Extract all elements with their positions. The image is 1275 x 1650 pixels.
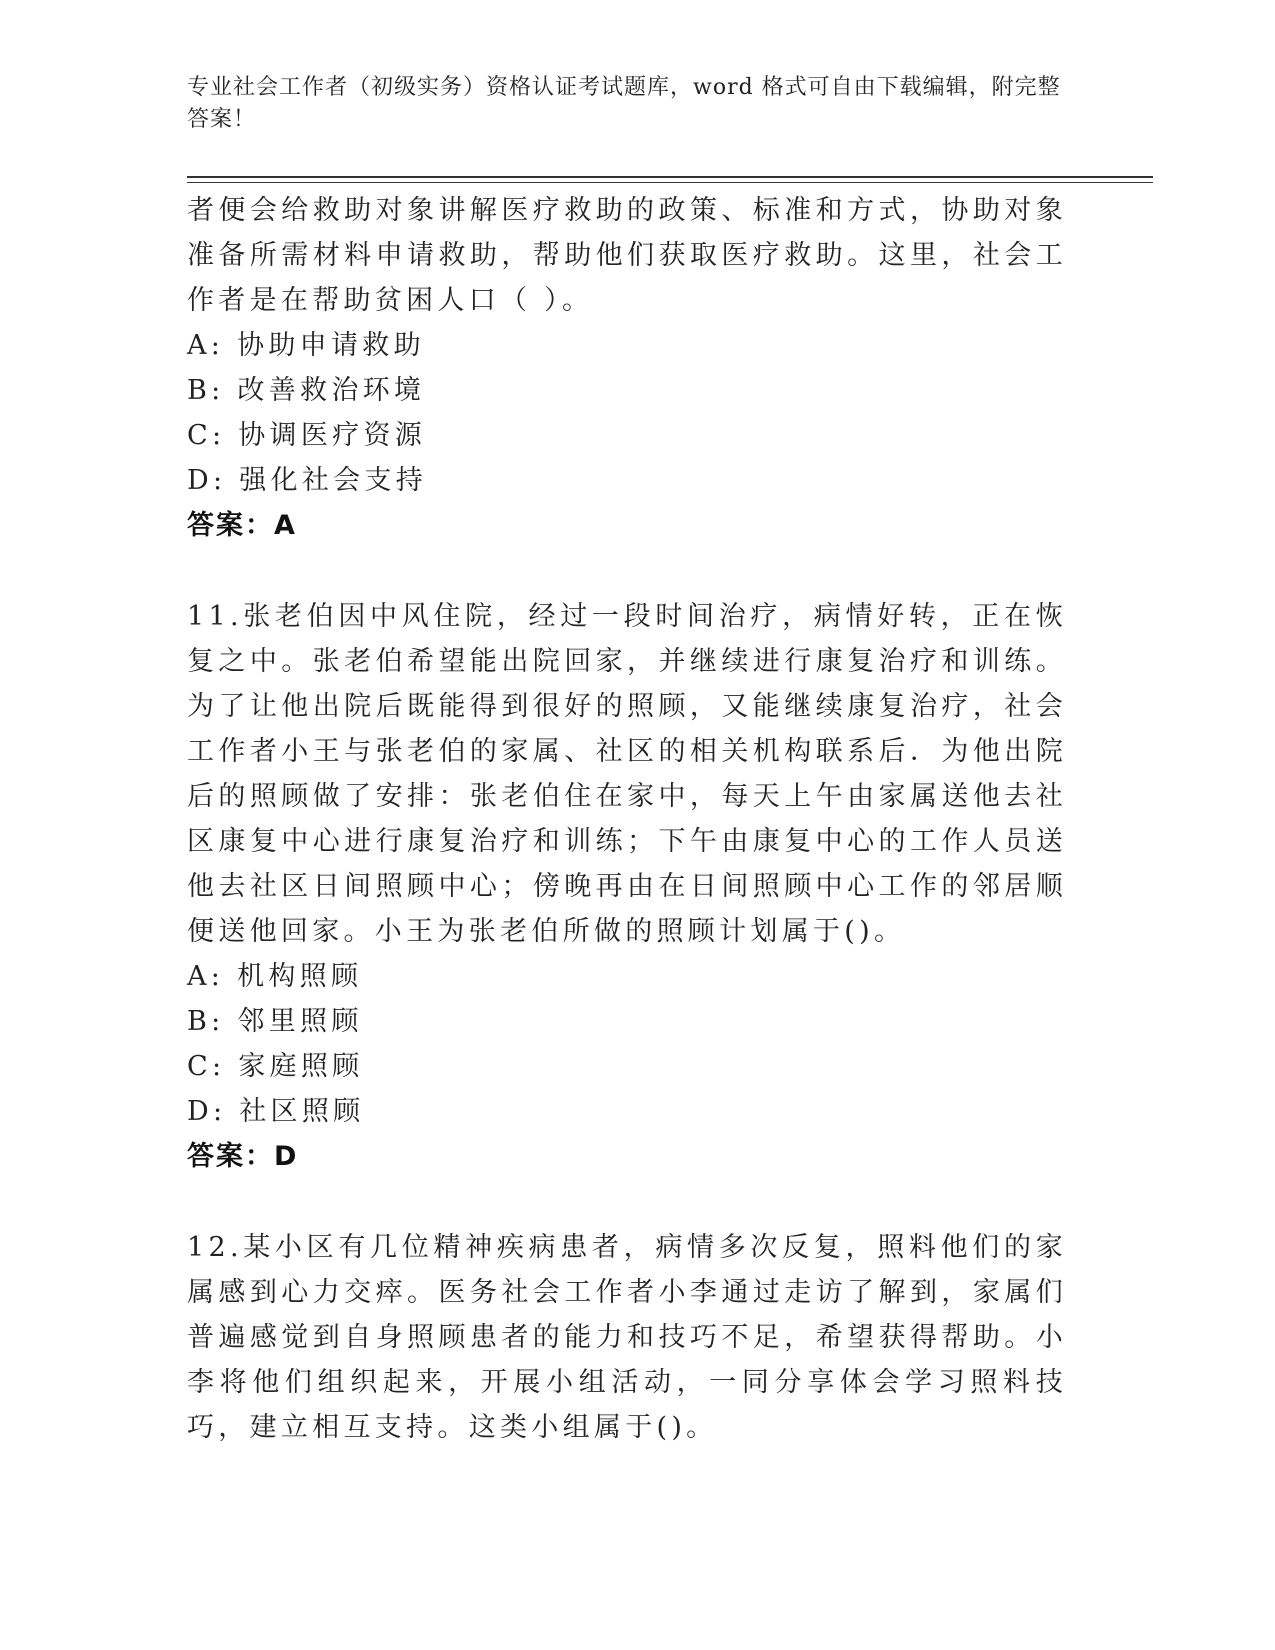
header-divider-thin bbox=[187, 182, 1153, 183]
option-d: D: 社区照顾 bbox=[187, 1096, 365, 1127]
question-block bbox=[187, 1225, 1067, 1450]
option-a: A: 机构照顾 bbox=[187, 961, 363, 992]
spacer bbox=[187, 1179, 1067, 1225]
question-text: 11.张老伯因中风住院，经过一段时间治疗，病情好转，正在恢复之中。张老伯希望能出院回家，并继续进行康复治疗和训练。为了让他出院后既能得到很好的照顾，又能继续康复治疗，社会工作者小王与张老伯的家属、社区的相关机构联系后．为他出院后的照顾做了安排：张老伯住在家中，每天上午由家属送他去社区康复中心进行康复治疗和训练；下午由康复中心的工作人员送他去社区日间照顾中心；傍晚再由在日间照顾中心工作的邻居顺便送他回家。小王为张老伯所做的照顾计划属于()。 bbox=[187, 601, 1067, 947]
question-text: 者便会给救助对象讲解医疗救助的政策、标准和方式，协助对象准备所需材料申请救助，帮助他们获取医疗救助。这里，社会工作者是在帮助贫困人口（ ）。 bbox=[187, 195, 1067, 316]
option-d: D: 强化社会支持 bbox=[187, 465, 428, 496]
question-text: 12.某小区有几位精神疾病患者，病情多次反复，照料他们的家属感到心力交瘁。医务社会工作者小李通过走访了解到，家属们普遍感觉到自身照顾患者的能力和技巧不足，希望获得帮助。小李将他们组织起来，开展小组活动，一同分享体会学习照料技巧，建立相互支持。这类小组属于()。 bbox=[187, 1232, 1067, 1443]
option-b: B: 改善救治环境 bbox=[187, 375, 426, 406]
page-header: 专业社会工作者（初级实务）资格认证考试题库，word 格式可自由下载编辑，附完整答案！ bbox=[187, 75, 1061, 132]
question-block bbox=[187, 594, 1067, 1179]
header-divider-thick bbox=[187, 176, 1153, 178]
option-c: C: 家庭照顾 bbox=[187, 1051, 364, 1082]
spacer bbox=[187, 548, 1067, 594]
answer-line: 答案：D bbox=[187, 1141, 299, 1172]
option-c: C: 协调医疗资源 bbox=[187, 420, 427, 451]
option-a: A: 协助申请救助 bbox=[187, 330, 425, 361]
question-list bbox=[187, 188, 1067, 1450]
question-block bbox=[187, 188, 1067, 548]
option-b: B: 邻里照顾 bbox=[187, 1006, 363, 1037]
answer-line: 答案：A bbox=[187, 510, 297, 541]
